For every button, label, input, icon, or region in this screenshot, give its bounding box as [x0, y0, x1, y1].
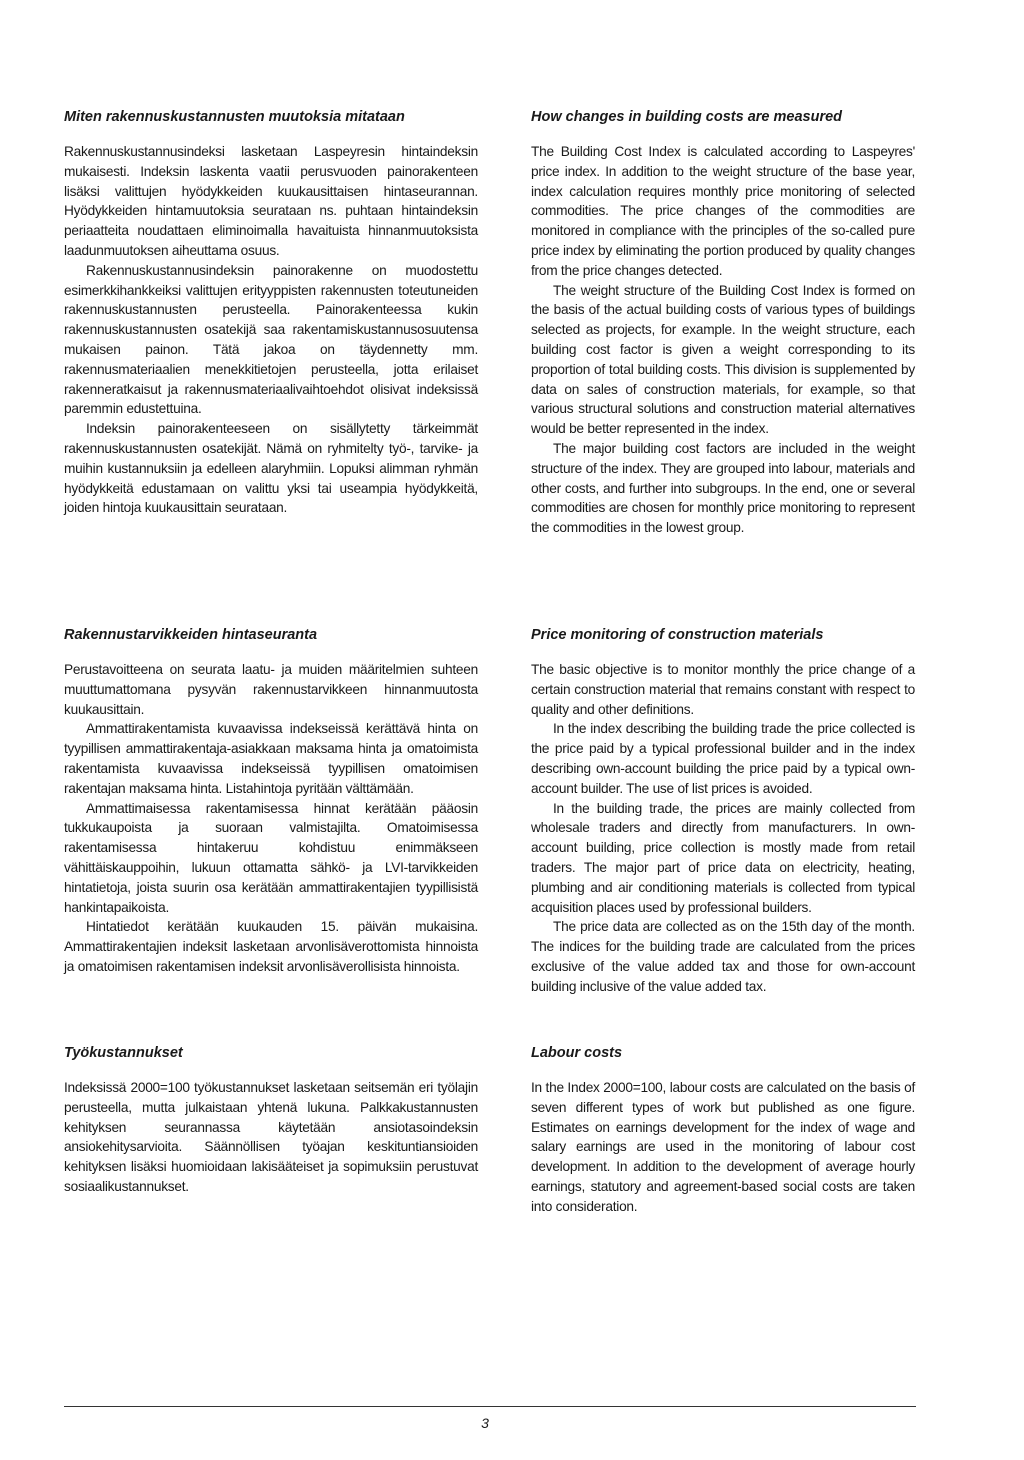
section-heading: How changes in building costs are measured — [531, 109, 843, 125]
paragraph: The basic objective is to monitor monthly the price change of a certain construction material that remains constant with respect to quality and other definitions. — [531, 662, 915, 717]
paragraph: Perustavoitteena on seurata laatu- ja muiden määritelmien suhteen muuttumattomana pysyvän rakennustarvikkeen hinnanmuutosta kuukausittain. — [64, 662, 478, 717]
paragraph: Hintatiedot kerätään kuukauden 15. päivän mukaisina. Ammattirakentajien indeksit lasketaan arvonlisäverottomista hinnoista ja omatoimisen rakentamisen indeksit arvonlisäverollisista hinnoista. — [64, 919, 478, 974]
section-labour-costs-en — [531, 1044, 915, 1217]
section-heading: Price monitoring of construction materials — [531, 627, 824, 643]
paragraph: The major building cost factors are included in the weight structure of the index. They are grouped into labour, materials and other costs, and further into subgroups. In the end, one or several commodities are chosen for monthly price monitoring to represent the commodities in the lowest group. — [531, 440, 915, 536]
section-heading: Rakennustarvikkeiden hintaseuranta — [64, 627, 318, 643]
section-price-monitoring-en — [531, 626, 915, 997]
section-measuring-fi — [64, 108, 478, 518]
footer-divider — [64, 1406, 916, 1407]
paragraph: The Building Cost Index is calculated according to Laspeyres' price index. In addition to the weight structure of the base year, index calculation requires monthly price monitoring of selected commodities. The price changes of the commodities are monitored in compliance with the principles of the so-called pure price index by eliminating the portion produced by quality changes from the price changes detected. — [531, 144, 915, 278]
paragraph: In the index describing the building trade the price collected is the price paid by a typical professional builder and in the index describing own-account building the price paid by a typical own-account builder. The use of list prices is avoided. — [531, 721, 915, 796]
section-heading: Labour costs — [531, 1045, 623, 1061]
section-measuring-en — [531, 108, 915, 538]
section-heading: Miten rakennuskustannusten muutoksia mitataan — [64, 109, 405, 125]
paragraph: Indeksissä 2000=100 työkustannukset lasketaan seitsemän eri työlajin perusteella, mutta julkaistaan yhtenä lukuna. Palkkakustannusten kehityksen seurannassa käytetään ansiotasoindeksin ansiokehitysarvioita. Säännöllisen työajan keskituntiansioiden kehityksen lisäksi huomioidaan lakisääteiset ja sopimuksiin perustuvat sosiaalikustannukset. — [64, 1080, 478, 1194]
paragraph: The price data are collected as on the 15th day of the month. The indices for the building trade are calculated from the prices exclusive of the value added tax and those for own-account building inclusive of the value added tax. — [531, 919, 915, 994]
paragraph: The weight structure of the Building Cost Index is formed on the basis of the actual building costs of various types of buildings selected as projects, for example. In the weight structure, each building cost factor is given a weight corresponding to its proportion of total building costs. This division is supplemented by data on sales of construction materials, for example, so that various structural solutions and construction material alternatives would be better represented in the index. — [531, 282, 915, 437]
section-heading: Työkustannukset — [64, 1045, 183, 1061]
paragraph: Rakennuskustannusindeksi lasketaan Laspeyresin hintaindeksin mukaisesti. Indeksin laskenta vaatii perusvuoden painorakenteen lisäksi valittujen hyödykkeiden kuukausittaisen hintaseurannan. Hyödykkeiden hintamuutoksia seurataan ns. puhtaan hintaindeksin periaatteita noudattaen eliminoimalla havaituista hinnanmuutoksista laadunmuutoksen aiheuttama osuus. — [64, 144, 478, 258]
section-price-monitoring-fi — [64, 626, 478, 977]
paragraph: Ammattirakentamista kuvaavissa indekseissä kerättävä hinta on tyypillisen ammattirakentaja-asiakkaan maksama hinta ja omatoimista rakentamista kuvaavissa indekseissä tyypillisen omatoimisen rakentajan maksama hinta. Listahintoja pyritään välttämään. — [64, 721, 478, 796]
page-number: 3 — [481, 1415, 489, 1431]
paragraph: Indeksin painorakenteeseen on sisällytetty tärkeimmät rakennuskustannusten osatekijät. Nämä on ryhmitelty työ-, tarvike- ja muihin kustannuksiin ja edelleen alaryhmiin. Lopuksi alimman ryhmän hyödykkeitä edustamaan on valittu yksi tai useampia hyödykkeitä, joiden hintoja kuukausittain seurataan. — [64, 421, 478, 516]
paragraph: Ammattimaisessa rakentamisessa hinnat kerätään pääosin tukkukaupoista ja suoraan valmistajilta. Omatoimisessa rakentamisessa hintakeruu kohdistuu enimmäkseen vähittäiskauppoihin, lukuun ottamatta sähkö- ja LVI-tarvikkeiden hintatietoja, joista suurin osa kerätään ammattirakentajien tyypillisistä hankintapaikoista. — [64, 800, 478, 915]
section-labour-costs-fi — [64, 1044, 478, 1197]
paragraph: In the Index 2000=100, labour costs are calculated on the basis of seven different types of work but published as one figure. Estimates on earnings development for the index of wage and salary earnings are used in the monitoring of labour cost development. In addition to the development of average hourly earnings, statutory and agreement-based social costs are taken into consideration. — [531, 1080, 915, 1214]
paragraph: Rakennuskustannusindeksin painorakenne on muodostettu esimerkkihankkeiksi valittujen erityyppisten rakennusten toteutuneiden rakennuskustannusten perusteella. Painorakenteessa kukin rakennuskustannusten osatekijä saa rakentamiskustannusosuutensa mukaisen painon. Tätä jakoa on täydennetty mm. rakennusmateriaalien menekkitietojen perusteella, jotta erilaiset rakenneratkaisut ja rakennusmateriaalivaihtoehdot olisivat indeksissä paremmin edustettuina. — [64, 262, 478, 417]
paragraph: In the building trade, the prices are mainly collected from wholesale traders and directly from manufacturers. In own-account building, price collection is mostly made from retail traders. The major part of price data on electricity, heating, plumbing and air conditioning materials is collected from typical acquisition places used by professional builders. — [531, 800, 915, 915]
